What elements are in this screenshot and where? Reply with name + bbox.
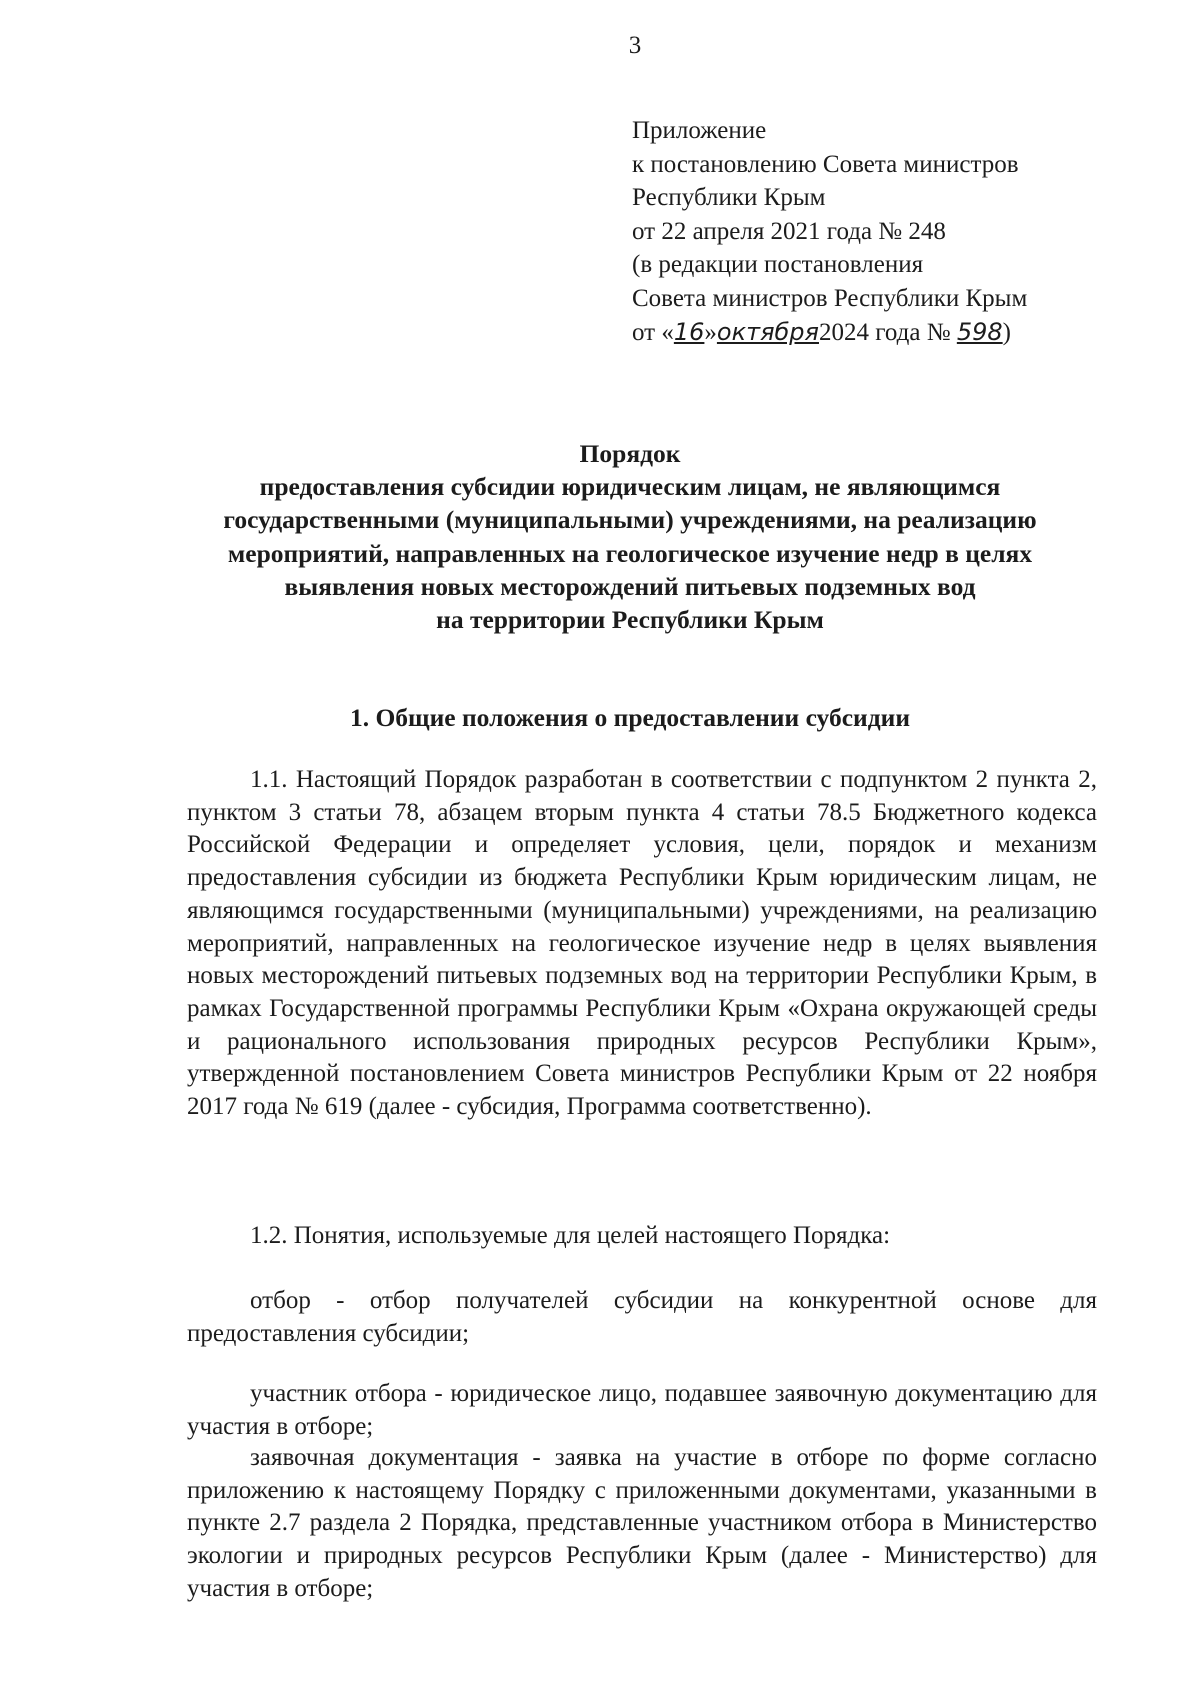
title-line: мероприятий, направленных на геологическое изучение недр в целях [227,538,1033,568]
date-quote: » [704,318,717,346]
definition-participant: участник отбора - юридическое лицо, подавшее заявочную документацию для участия в отборе; [187,1380,1097,1440]
appendix-line: Совета министров Республики Крым [632,284,1028,312]
appendix-line: Республики Крым [632,184,826,212]
title-line: предоставления субсидии юридическим лицам, не являющимся [259,472,1001,502]
paragraph-1-2: 1.2. Понятия, используемые для целей настоящего Порядка: [250,1222,891,1249]
appendix-line: Приложение [632,117,767,144]
appendix-block [632,114,1152,349]
date-prefix: от « [632,318,674,346]
handwritten-number: 598 [956,317,1003,346]
appendix-line: (в редакции постановления [632,251,924,279]
title-line: на территории Республики Крым [436,605,824,635]
section-heading: 1. Общие положения о предоставлении субсидии [349,703,911,732]
handwritten-day: 16 [673,317,705,346]
date-suffix: ) [1002,318,1011,346]
appendix-line: к постановлению Совета министров [632,150,1019,178]
title-line: выявления новых месторождений питьевых подземных вод [284,571,976,601]
appendix-date-line [632,316,1152,350]
date-year: 2024 года № [818,318,951,346]
definition-selection: отбор - отбор получателей субсидии на конкурентной основе для предоставления субсидии; [187,1287,1097,1347]
appendix-line: от 22 апреля 2021 года № 248 [632,217,946,245]
document-title [170,437,1090,636]
paragraph-1-1: 1.1. Настоящий Порядок разработан в соответствии с подпунктом 2 пункта 2, пунктом 3 статьи 78, абзацем вторым пункта 4 статьи 78.5 Бюджетного кодекса Российской Федерации и определяет условия, цели, порядок и механизм предоставления субсидии из бюджета Республики Крым юридическим лицам, не являющимся государственными (муниципальными) учреждениями, на реализацию мероприятий, направленных на геологическое изучение недр в целях выявления новых месторождений питьевых подземных вод на территории Республики Крым, в рамках Государственной программы Республики Крым «Охрана окружающей среды и рационального использования природных ресурсов Республики Крым», утвержденной постановлением Совета министров Республики Крым от 22 ноября 2017 года № 619 (далее - субсидия, Программа соответственно). [187,766,1097,1121]
title-heading: Порядок [579,439,681,468]
handwritten-month: октября [716,317,819,346]
definition-application: заявочная документация - заявка на участие в отборе по форме согласно приложению к настоящему Порядку с приложенными документами, указанными в пункте 2.7 раздела 2 Порядка, представленные участником отбора в Министерство экологии и природных ресурсов Республики Крым (далее - Министерство) для участия в отборе; [187,1444,1097,1602]
title-line: государственными (муниципальными) учреждениями, на реализацию [223,505,1037,535]
page-number: 3 [628,32,642,59]
